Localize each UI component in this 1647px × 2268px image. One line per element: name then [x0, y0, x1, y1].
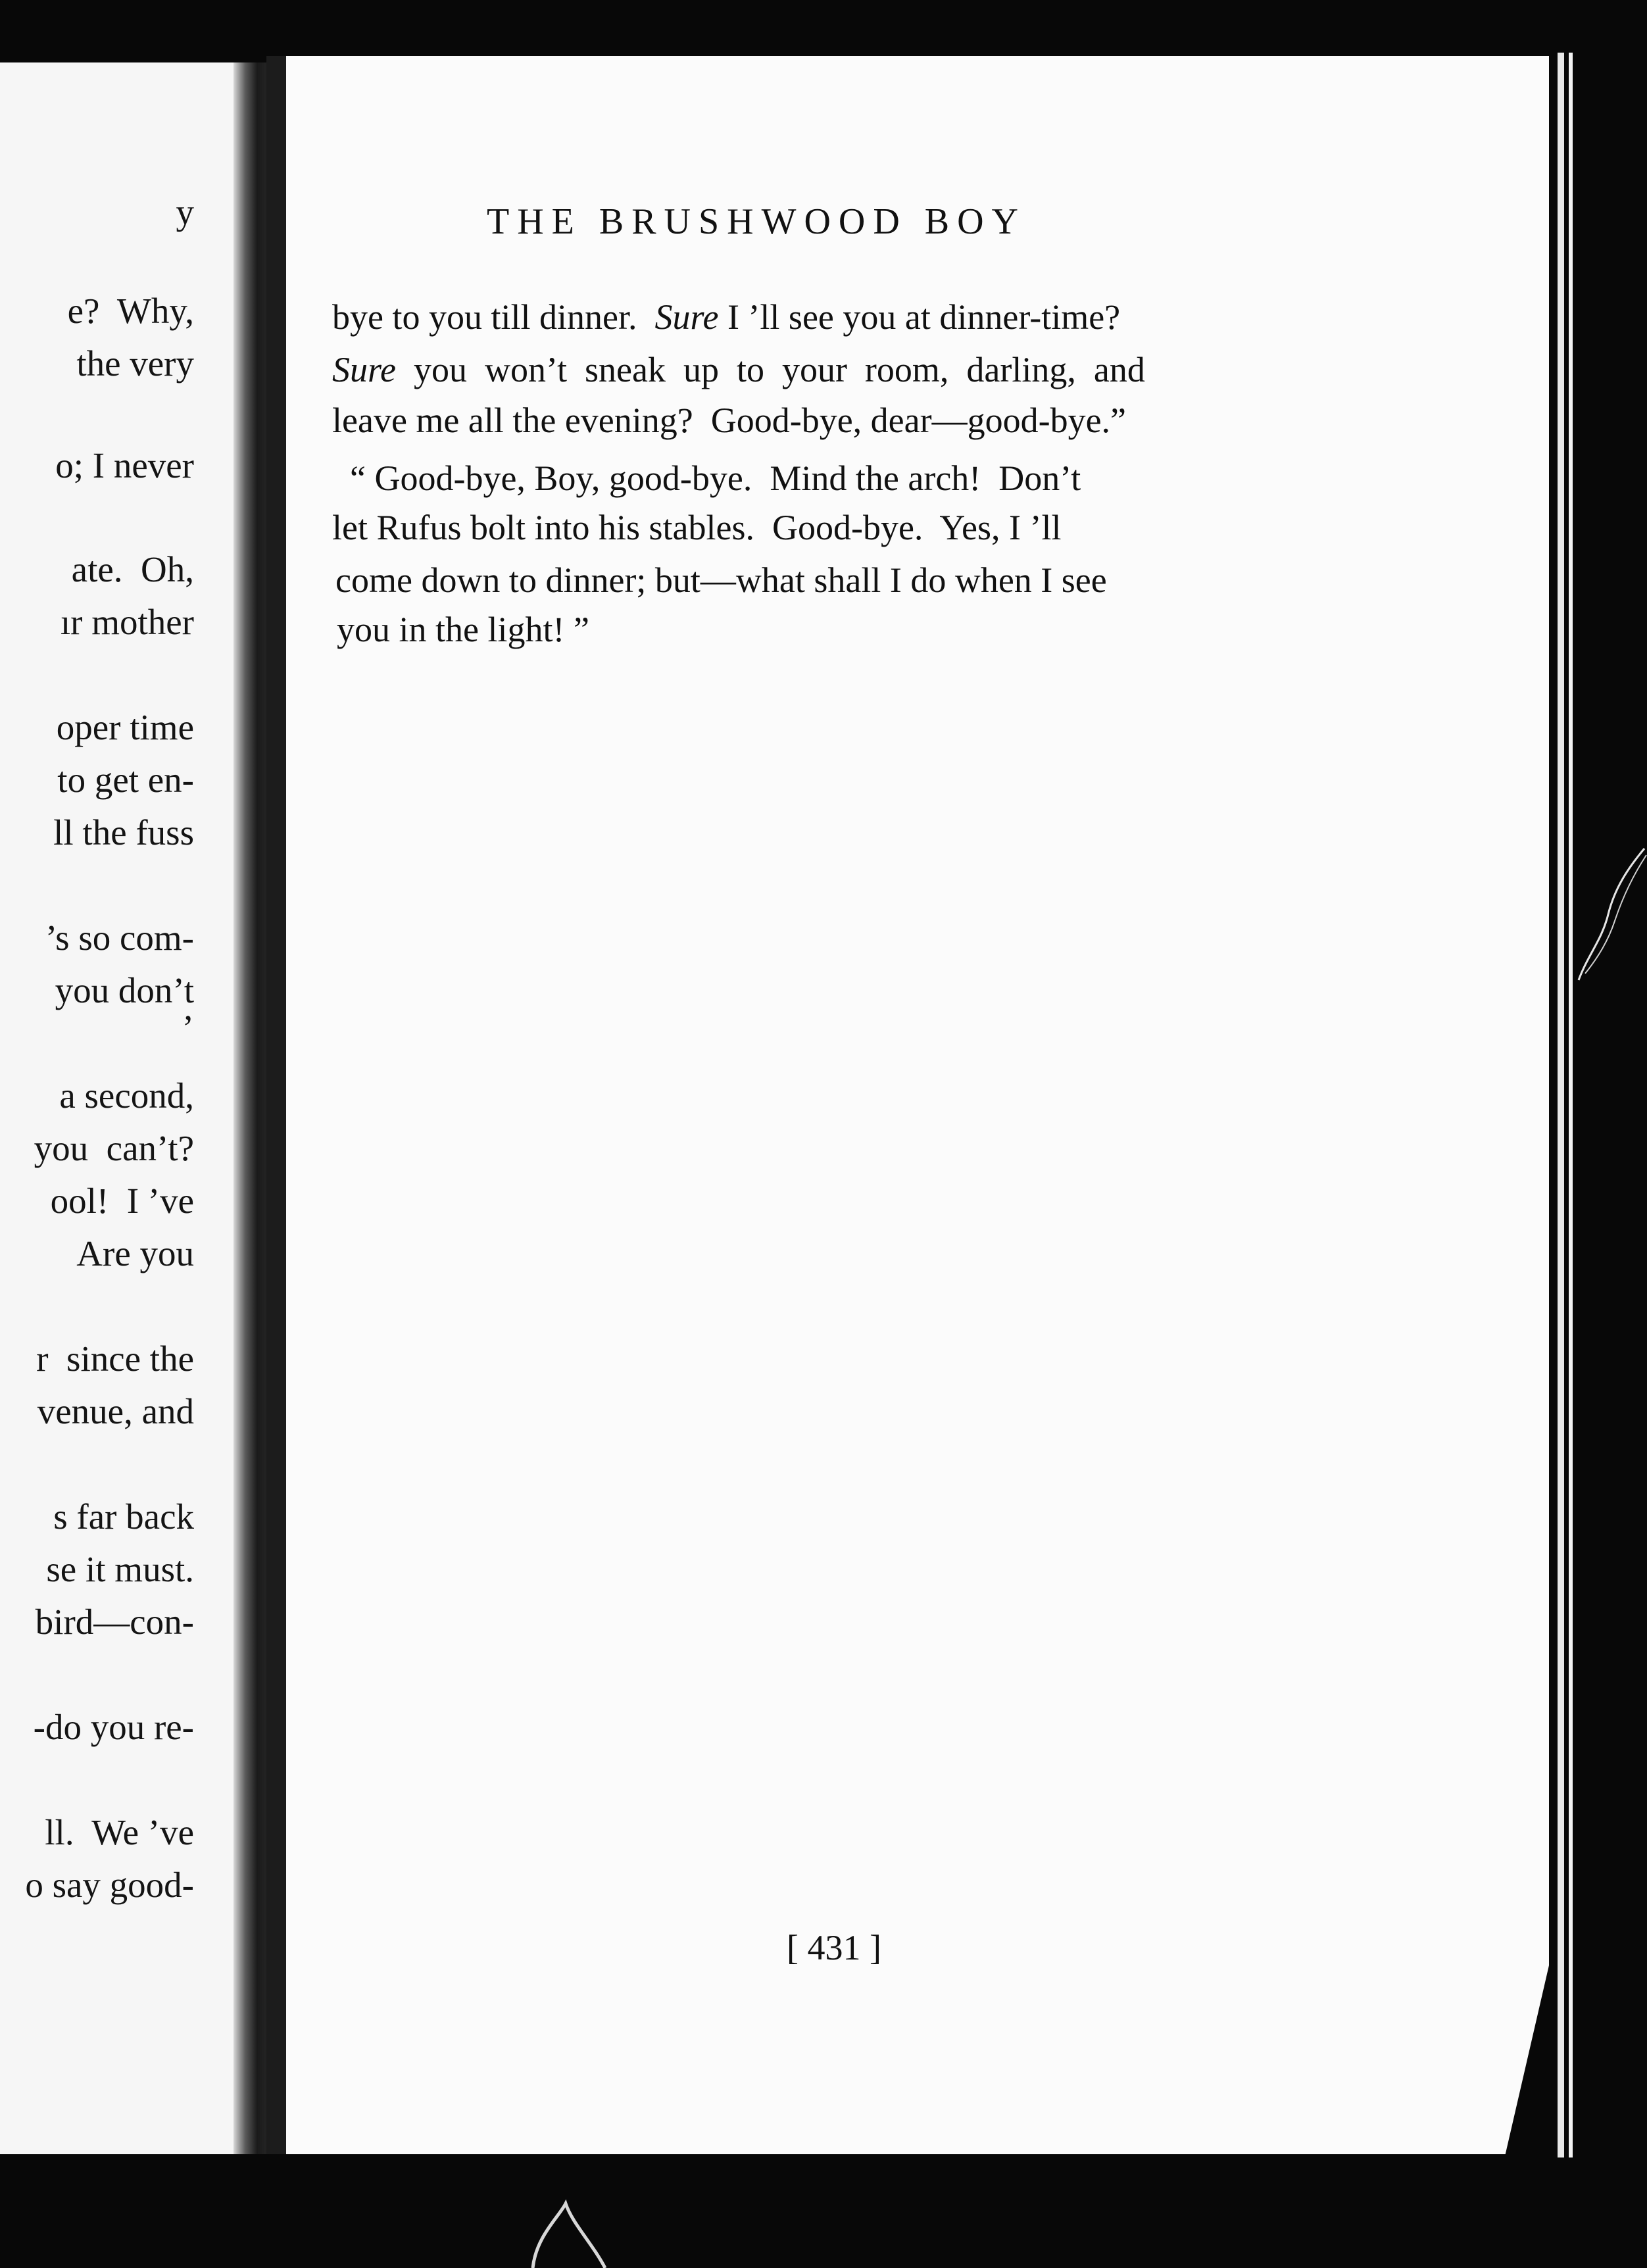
body-line — [332, 299, 1120, 335]
left-page-line: s far back — [53, 1496, 194, 1537]
body-line — [335, 562, 1107, 598]
left-page-line: you can’t? — [34, 1128, 194, 1168]
left-page-line: ll the fuss — [53, 812, 194, 852]
left-page-line: ll. We ’ve — [45, 1812, 194, 1852]
running-head: THE BRUSHWOOD BOY — [487, 201, 1026, 242]
left-page-line: a second, — [50, 1075, 194, 1116]
text-run: let Rufus bolt into his stables. Good-bye. Yes, I ’ll — [332, 508, 1062, 547]
page-edge — [1558, 53, 1564, 2157]
page-edge-inner — [1569, 53, 1573, 2157]
text-run: leave me all the evening? Good-bye, dear—good-bye.” — [332, 401, 1127, 440]
text-run: you won’t sneak up to your room, darling, and — [395, 350, 1145, 389]
left-page-line: Are you — [60, 1233, 194, 1273]
text-run: you in the light! ” — [337, 610, 589, 649]
italic-word: Sure — [332, 350, 396, 389]
italic-word: Sure — [654, 297, 719, 337]
left-page-line: o say good- — [25, 1865, 194, 1905]
left-page-line: r since the — [36, 1339, 194, 1379]
left-page-line: to get en- — [48, 760, 194, 800]
body-line — [332, 460, 1081, 496]
left-page-line: ool! I ’ve — [50, 1181, 194, 1221]
scan-artifact — [520, 2197, 625, 2268]
text-run: bye to you till dinner. — [332, 297, 655, 337]
left-page-line: y — [176, 192, 194, 232]
page-number: [ 431 ] — [787, 1928, 881, 1967]
left-facing-page — [0, 62, 257, 2154]
left-page-line: ’ — [182, 1008, 194, 1048]
left-page-line: -do you re- — [33, 1707, 194, 1747]
left-page-line: you don’t — [55, 970, 194, 1010]
body-line — [337, 612, 589, 647]
left-page-line: e? Why, — [67, 291, 194, 331]
left-page-line: the very — [67, 343, 194, 383]
body-line — [332, 510, 1061, 545]
left-page-line: venue, and — [37, 1391, 194, 1431]
left-page-line: oper time — [56, 707, 194, 747]
left-page-line: se it must. — [46, 1549, 194, 1589]
body-line — [332, 403, 1126, 438]
left-page-line: ’s so com- — [45, 918, 194, 958]
left-page-line: ate. Oh, — [71, 549, 194, 589]
thread-strand — [1575, 842, 1647, 987]
text-run: come down to dinner; but—what shall I do when I see — [335, 560, 1107, 600]
text-run: I ’ll see you at dinner-time? — [718, 297, 1121, 337]
left-page-line: o; I never — [55, 445, 194, 485]
body-line — [332, 352, 1145, 387]
left-page-line: bird—con- — [26, 1602, 194, 1642]
left-page-line: ır mother — [60, 602, 194, 642]
text-run: “ Good-bye, Boy, good-bye. Mind the arch! Don’t — [332, 458, 1081, 498]
